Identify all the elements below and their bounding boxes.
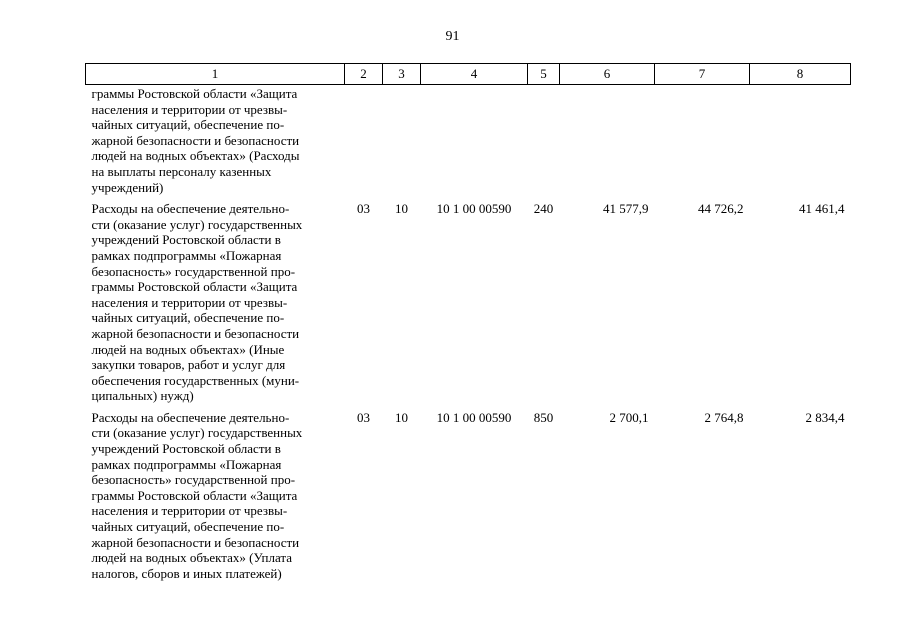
subsection-code [383,85,421,196]
amount-year-2 [655,85,750,196]
column-header: 5 [528,64,560,85]
row-description: граммы Ростовской области «Защита населения и территории от чрезвы- чайных ситуаций, обеспечение по- жарной безопасности и безопасности людей на водных объектах» (Расходы на выплаты персоналу казенных учреждений) [91,86,300,195]
target-article-code: 10 1 00 00590 [436,201,512,217]
row-description: Расходы на обеспечение деятельно- сти (оказание услуг) государственных учреждений Ростовской области в рамках подпрограммы «Пожарная безопасность» государственной про- граммы Ростовской области «Защита населения и территории от чрезвы- чайных ситуаций, обеспечение по- жарной безопасности и безопасности людей на водных объектах» (Иные закупки товаров, работ и услуг для обеспечения государственных (муни- ципальных) нужд) [91,201,303,404]
amount-year-3 [750,85,851,196]
table-row [86,404,851,582]
amount-year-2: 44 726,2 [698,201,744,217]
expense-type-code: 240 [533,201,554,217]
column-header: 7 [655,64,750,85]
page-number: 91 [445,29,460,44]
amount-year-1: 41 577,9 [603,201,649,217]
amount-year-2: 2 764,8 [704,409,744,425]
amount-year-1: 2 700,1 [609,409,649,425]
section-code [345,85,383,196]
table-row [86,85,851,196]
table-row [86,195,851,404]
target-article-code [421,85,528,196]
column-header: 8 [750,64,851,85]
budget-table [85,63,851,581]
subsection-code: 10 [395,409,408,425]
column-header: 1 [86,64,345,85]
expense-type-code: 850 [533,409,554,425]
section-code: 03 [357,201,370,217]
amount-year-3: 2 834,4 [805,409,845,425]
column-header: 4 [421,64,528,85]
column-header: 6 [560,64,655,85]
amount-year-1 [560,85,655,196]
amount-year-3: 41 461,4 [799,201,845,217]
expense-type-code [528,85,560,196]
target-article-code: 10 1 00 00590 [436,409,512,425]
subsection-code: 10 [395,201,408,217]
column-header: 3 [383,64,421,85]
section-code: 03 [357,409,370,425]
row-description: Расходы на обеспечение деятельно- сти (оказание услуг) государственных учреждений Ростовской области в рамках подпрограммы «Пожарная безопасность» государственной про- граммы Ростовской области «Защита населения и территории от чрезвы- чайных ситуаций, обеспечение по- жарной безопасности и безопасности людей на водных объектах» (Уплата налогов, сборов и иных платежей) [91,409,303,581]
column-header: 2 [345,64,383,85]
table-header-row [86,64,851,85]
